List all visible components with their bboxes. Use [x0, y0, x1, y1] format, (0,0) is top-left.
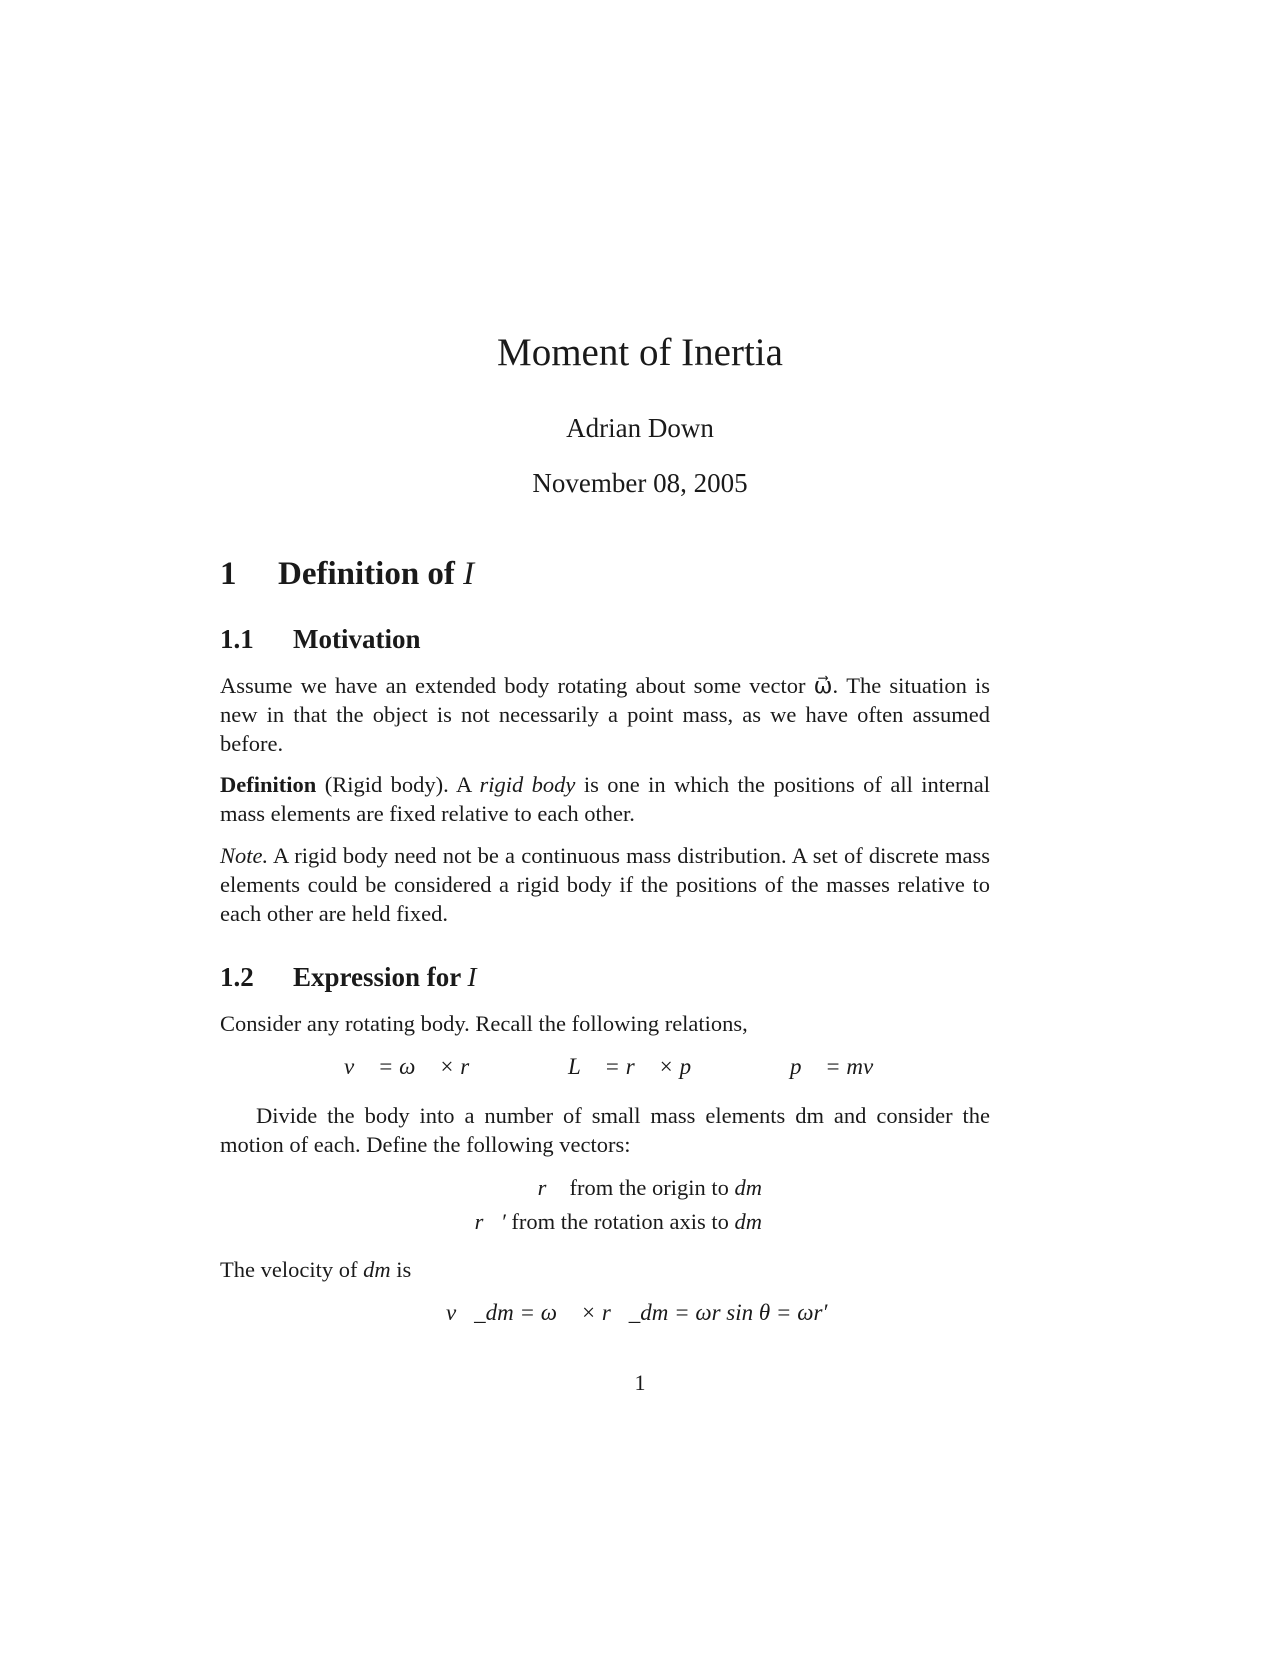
section-title-math: I	[463, 556, 475, 592]
math-dm: dm	[363, 1257, 391, 1282]
vector-desc: from the origin to	[563, 1175, 735, 1200]
vector-def-r	[475, 1175, 762, 1209]
vector-symbol: r⃗′	[474, 1209, 506, 1234]
subsection-number: 1.1	[220, 624, 254, 654]
definition-paren: (Rigid body).	[324, 772, 449, 797]
section-title: Definition of	[278, 556, 464, 592]
vector-def-r-prime	[475, 1209, 762, 1235]
equation-angular-momentum: L⃗ = r⃗ × p⃗	[568, 1054, 709, 1079]
note-block	[220, 841, 990, 928]
section-heading-1	[220, 556, 474, 593]
subsection-heading-1-1	[220, 624, 421, 655]
vector-symbol: r⃗	[537, 1175, 564, 1200]
subsection-title: Motivation	[293, 624, 421, 654]
velocity-intro	[220, 1255, 990, 1284]
equation-velocity-dm: v⃗_dm = ω⃗ × r⃗_dm = ωr sin θ = ωr′	[446, 1300, 828, 1325]
definition-term: rigid body	[479, 772, 576, 797]
note-label: Note.	[220, 843, 269, 868]
subsection-heading-1-2	[220, 962, 477, 993]
page-number: 1	[634, 1370, 646, 1395]
subsection-number: 1.2	[220, 962, 254, 992]
equation-velocity: v⃗ = ω⃗ × r⃗	[344, 1054, 488, 1079]
author: Adrian Down	[566, 413, 714, 443]
divide-paragraph: Divide the body into a number of small mass elements dm and consider the motion of each. Define the following vectors:	[220, 1103, 990, 1157]
definition-label: Definition	[220, 772, 317, 797]
vector-definitions	[475, 1175, 762, 1235]
subsection-title: Expression for	[293, 962, 468, 992]
equation-momentum: p⃗ = mv⃗	[790, 1054, 892, 1079]
text: is	[390, 1257, 412, 1282]
vector-dm: dm	[734, 1175, 762, 1200]
vector-dm: dm	[734, 1209, 762, 1234]
text: The velocity of	[220, 1257, 364, 1282]
definition-block	[220, 770, 990, 828]
definition-text-rest: is one in which the positions of all internal mass elements are fixed relative to each other.	[220, 772, 991, 826]
note-text: A rigid body need not be a continuous mass distribution. A set of discrete mass elements could be considered a rigid body if the positions of the masses relative to each other are held fixed.	[220, 843, 990, 926]
subsection-title-math: I	[467, 962, 477, 992]
vector-desc: from the rotation axis to	[505, 1209, 735, 1234]
motivation-paragraph: Assume we have an extended body rotating about some vector ω⃗. The situation is new in that the object is not necessarily a point mass, as we have often assumed before.	[220, 673, 990, 756]
definition-text: A	[455, 772, 480, 797]
section-number: 1	[220, 556, 237, 592]
document-title: Moment of Inertia	[497, 331, 783, 374]
relations-intro: Consider any rotating body. Recall the following relations,	[220, 1011, 748, 1036]
date: November 08, 2005	[532, 468, 748, 498]
